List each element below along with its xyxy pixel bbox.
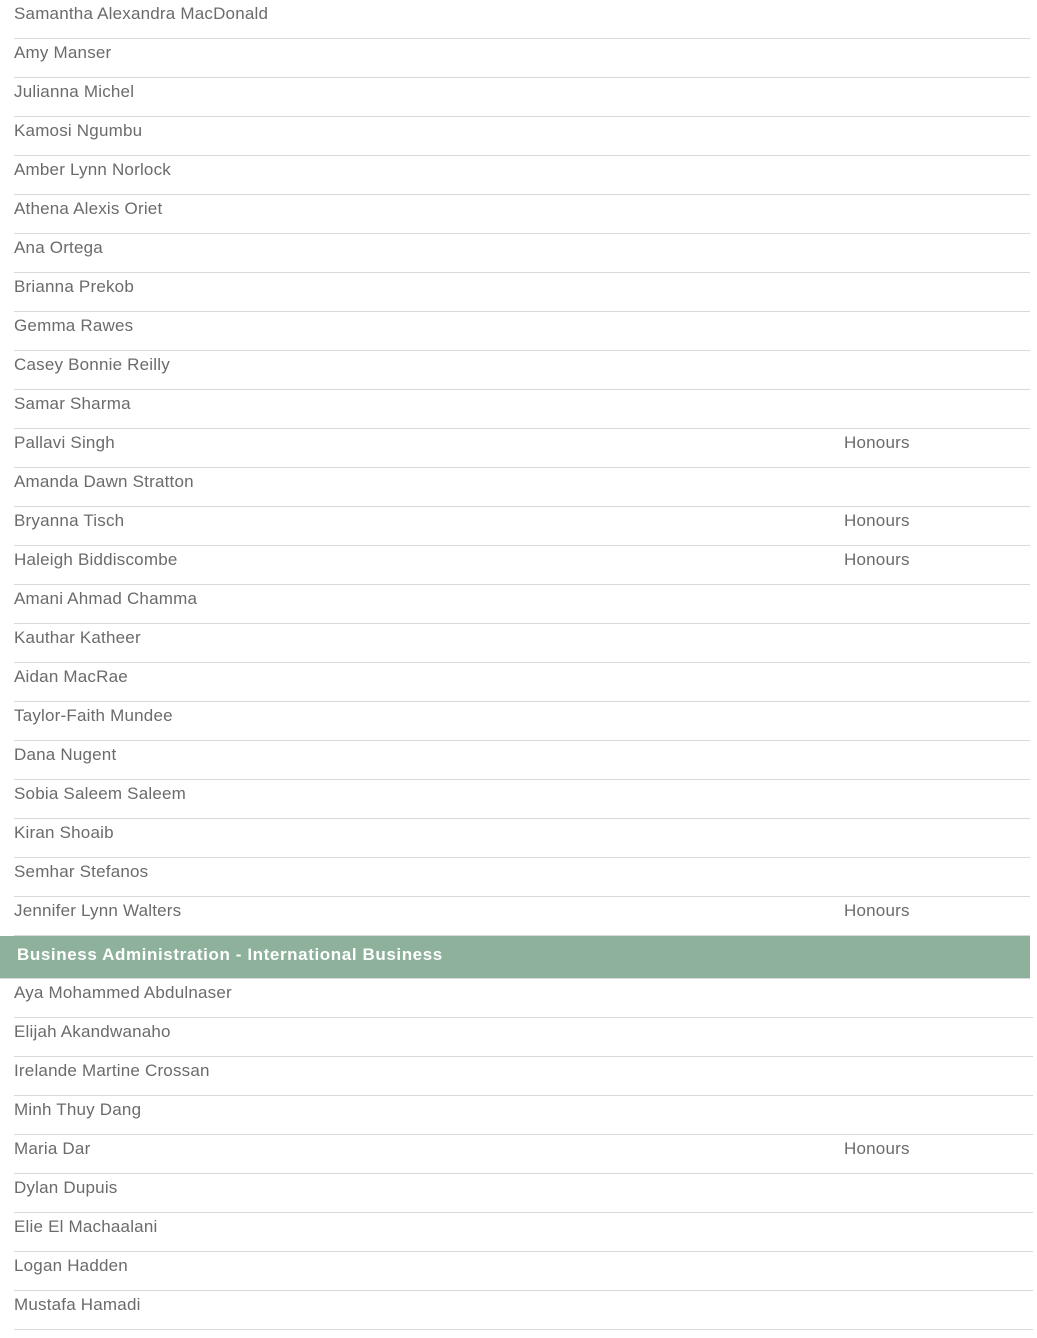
table-row [14, 156, 1030, 195]
table-row [14, 624, 1030, 663]
graduate-name: Pallavi Singh [14, 433, 115, 452]
graduate-name: Gemma Rawes [14, 316, 134, 335]
graduate-name: Amanda Dawn Stratton [14, 472, 194, 491]
table-row [14, 507, 1030, 546]
table-row [14, 1213, 1033, 1252]
table-row [14, 858, 1030, 897]
graduate-name: Casey Bonnie Reilly [14, 355, 170, 374]
graduate-name: Elijah Akandwanaho [14, 1022, 171, 1041]
table-row [14, 1174, 1033, 1213]
table-row [14, 585, 1030, 624]
graduate-name: Elie El Machaalani [14, 1217, 158, 1236]
honours-label: Honours [844, 433, 910, 452]
honours-label: Honours [844, 550, 910, 569]
table-row [14, 468, 1030, 507]
table-row [14, 429, 1030, 468]
table-row [14, 78, 1030, 117]
graduate-name: Amani Ahmad Chamma [14, 589, 198, 608]
graduate-name: Aidan MacRae [14, 667, 128, 686]
graduate-name: Jennifer Lynn Walters [14, 901, 182, 920]
table-row [14, 312, 1030, 351]
graduate-name: Irelande Martine Crossan [14, 1061, 210, 1080]
table-row [14, 1057, 1033, 1096]
table-row [14, 819, 1030, 858]
table-row [14, 390, 1030, 429]
table-row [14, 1291, 1033, 1330]
table-row [14, 702, 1030, 741]
graduate-name: Maria Dar [14, 1139, 91, 1158]
graduate-name: Kamosi Ngumbu [14, 121, 143, 140]
table-row [14, 195, 1030, 234]
table-row [14, 546, 1030, 585]
graduate-name: Haleigh Biddiscombe [14, 550, 178, 569]
graduate-name: Taylor-Faith Mundee [14, 706, 173, 725]
table-row [14, 1135, 1033, 1174]
graduate-name: Semhar Stefanos [14, 862, 149, 881]
table-row [14, 39, 1030, 78]
table-row [14, 0, 1030, 39]
table-row [14, 897, 1030, 936]
graduate-group-2 [0, 979, 1037, 1330]
table-row [14, 1018, 1033, 1057]
graduate-name: Aya Mohammed Abdulnaser [14, 983, 232, 1002]
honours-label: Honours [844, 901, 910, 920]
honours-label: Honours [844, 511, 910, 530]
graduate-name: Brianna Prekob [14, 277, 134, 296]
table-row [14, 979, 1033, 1018]
table-row [14, 351, 1030, 390]
graduate-name: Bryanna Tisch [14, 511, 125, 530]
graduate-name: Julianna Michel [14, 82, 135, 101]
section-header [0, 936, 1030, 979]
graduate-name: Ana Ortega [14, 238, 103, 257]
section-title: Business Administration - International Business [17, 945, 443, 964]
honours-label: Honours [844, 1139, 910, 1158]
table-row [14, 1096, 1033, 1135]
graduate-name: Amy Manser [14, 43, 112, 62]
graduate-name: Minh Thuy Dang [14, 1100, 142, 1119]
graduate-name: Sobia Saleem Saleem [14, 784, 187, 803]
graduate-name: Dylan Dupuis [14, 1178, 118, 1197]
table-row [14, 234, 1030, 273]
graduate-name: Samar Sharma [14, 394, 131, 413]
graduate-name: Mustafa Hamadi [14, 1295, 141, 1314]
table-row [14, 273, 1030, 312]
graduate-name: Amber Lynn Norlock [14, 160, 171, 179]
table-row [14, 741, 1030, 780]
graduate-name: Dana Nugent [14, 745, 117, 764]
table-row [14, 117, 1030, 156]
graduate-name: Athena Alexis Oriet [14, 199, 163, 218]
graduate-name: Kiran Shoaib [14, 823, 114, 842]
graduate-name: Samantha Alexandra MacDonald [14, 4, 269, 23]
table-row [14, 663, 1030, 702]
graduate-name: Logan Hadden [14, 1256, 128, 1275]
graduate-name: Kauthar Katheer [14, 628, 141, 647]
table-row [14, 780, 1030, 819]
table-row [14, 1252, 1033, 1291]
